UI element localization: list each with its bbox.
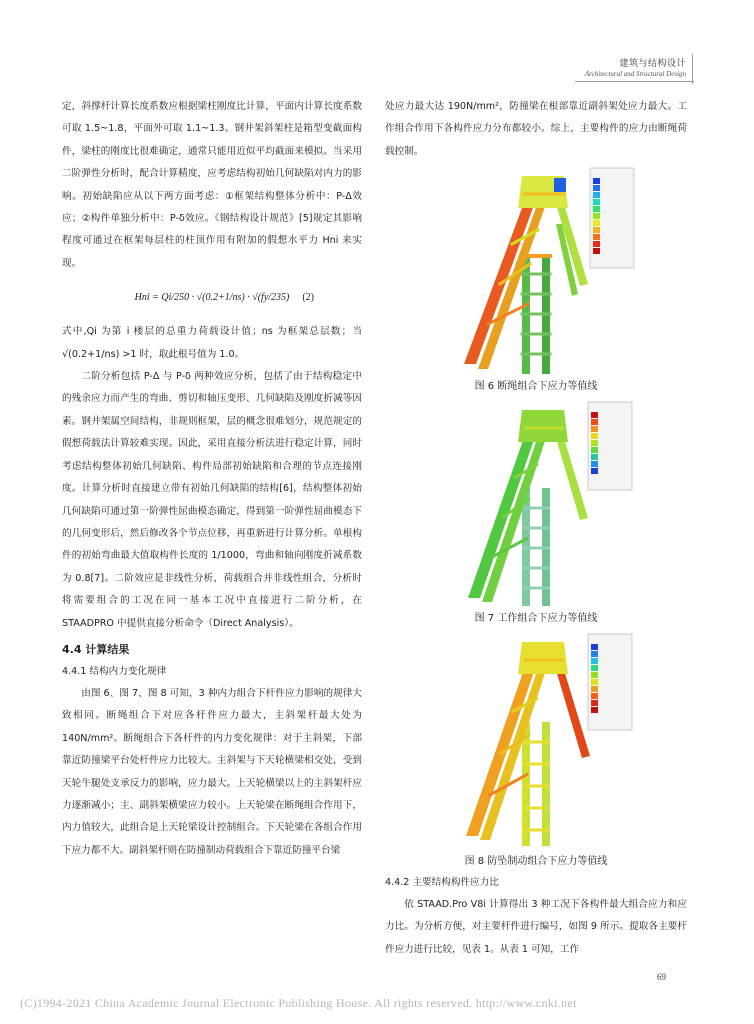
stress-contour-image bbox=[438, 164, 648, 374]
figure-6 bbox=[438, 164, 648, 374]
figure-8 bbox=[438, 630, 648, 846]
right-column-bottom bbox=[385, 872, 687, 961]
paragraph: 式中,Qi 为第 i 楼层的总重力荷载设计值；ns 为框架总层数；当 √(0.2+1/ns) >1 时，取此根号值为 1.0。 bbox=[62, 326, 362, 360]
subsection-title: 4.4.1 结构内力变化规律 bbox=[62, 665, 167, 677]
paragraph: 定，斜撑杆计算长度系数应根据梁柱刚度比计算，平面内计算长度系数可取 1.5~1.8，平面外可取 1.1~1.3。钢井架斜架柱是箱型变截面构件，梁柱的刚度比很难确定，通常只能用近似平均截面来模拟。当采用二阶弹性分析时，配合计算精度，应考虑结构初始几何缺陷对内力的影响。初始缺陷应从以下两方面考虑：①框架结构整体分析中：P-Δ效应；②构件单独分析中：P-δ效应。《钢结构设计规范》[5]规定其影响程度可通过在框架每层柱的柱顶作用有附加的假想水平力 Hni 来实现。 bbox=[62, 101, 362, 269]
copyright-footer: (C)1994-2021 China Academic Journal Electronic Publishing House. All rights reserved. http://www.cnki.net bbox=[20, 996, 577, 1010]
figure-7-caption: 图 7 工作组合下应力等值线 bbox=[474, 613, 598, 624]
journal-title-en: Architectural and Structural Design bbox=[584, 70, 686, 78]
formula-number: (2) bbox=[302, 292, 314, 304]
figure-8-caption: 图 8 防坠制动组合下应力等值线 bbox=[464, 856, 608, 867]
left-column bbox=[62, 96, 362, 862]
paragraph: 二阶分析包括 P-Δ 与 P-δ 两种效应分析，包括了由于结构稳定中的残余应力而产生的弯曲、剪切和轴压变形、几何缺陷及刚度折减等因素。钢井架属空间结构，非规则框架，层的概念很难划分，规范规定的假想荷载法计算较难实现。因此，采用直接分析法进行稳定计算，同时考虑结构整体初始几何缺陷、构件局部初始缺陷和合理的节点连接刚度。计算分析时直接建立带有初始几何缺陷的结构[6]，结构整体初始几何缺陷可通过第一阶弹性屈曲模态确定，得到第一阶弹性屈曲模态下的几何变形后，然后修改各个节点位移，再重新进行计算分析。单根构件的初始弯曲最大值取构件长度的 1/1000，弯曲和轴向刚度折减系数为 0.8[7]。二阶效应是非线性分析，荷载组合并非线性组合，分析时将需要组合的工况在同一基本工况中直接进行二阶分析，在 STAADPRO 中提供直接分析命令（Direct Analysis）。 bbox=[62, 371, 362, 629]
header-divider bbox=[692, 54, 693, 84]
journal-title-zh: 建筑与结构设计 bbox=[619, 59, 686, 69]
header-rule bbox=[575, 81, 694, 82]
page-number: 69 bbox=[657, 972, 666, 982]
right-column-top bbox=[385, 96, 687, 163]
paragraph: 处应力最大达 190N/mm²，防撞梁在根部靠近副斜架处应力最大。工作组合作用下各构件应力分布都较小。综上，主要构件的应力由断绳荷载控制。 bbox=[385, 101, 687, 157]
formula-body: Hni = Qi/250 · √(0.2+1/ns) · √(fy/235) bbox=[134, 292, 290, 304]
paragraph: 由图 6、图 7、图 8 可知，3 种内力组合下杆件应力影响的规律大致相同。断绳组合下对应各杆件应力最大，主斜架杆最大处为 140N/mm²。断绳组合下各杆件的内力变化规律：对于主斜架，下部靠近防撞梁平台处杆件应力比较大。主斜架与下天轮横梁相交处，受到天轮牛腿处支承反力的影响，应力最大。上天轮横梁以上的主斜架杆应力逐渐减小；主、副斜架横梁应力较小。上天轮梁在断绳组合作用下，内力值较大，此组合是上天轮梁设计控制组合。下天轮梁在各组合作用下应力都不大。副斜架杆则在防撞制动荷载组合下靠近防撞平台梁 bbox=[62, 687, 362, 856]
figure-7 bbox=[438, 398, 648, 606]
formula-2 bbox=[62, 275, 362, 321]
subsection-title: 4.4.2 主要结构构件应力比 bbox=[385, 877, 499, 888]
stress-contour-image bbox=[438, 398, 648, 606]
stress-contour-image bbox=[438, 630, 648, 846]
section-title: 4.4 计算结果 bbox=[62, 642, 130, 656]
figure-6-caption: 图 6 断绳组合下应力等值线 bbox=[474, 381, 598, 392]
paragraph: 依 STAAD.Pro V8i 计算得出 3 种工况下各构件最大组合应力和应力比。为分析方便，对主要杆件进行编号，如图 9 所示。提取各主要杆件应力进行比较，见表 1。从表 1 可知，工作 bbox=[385, 899, 687, 955]
